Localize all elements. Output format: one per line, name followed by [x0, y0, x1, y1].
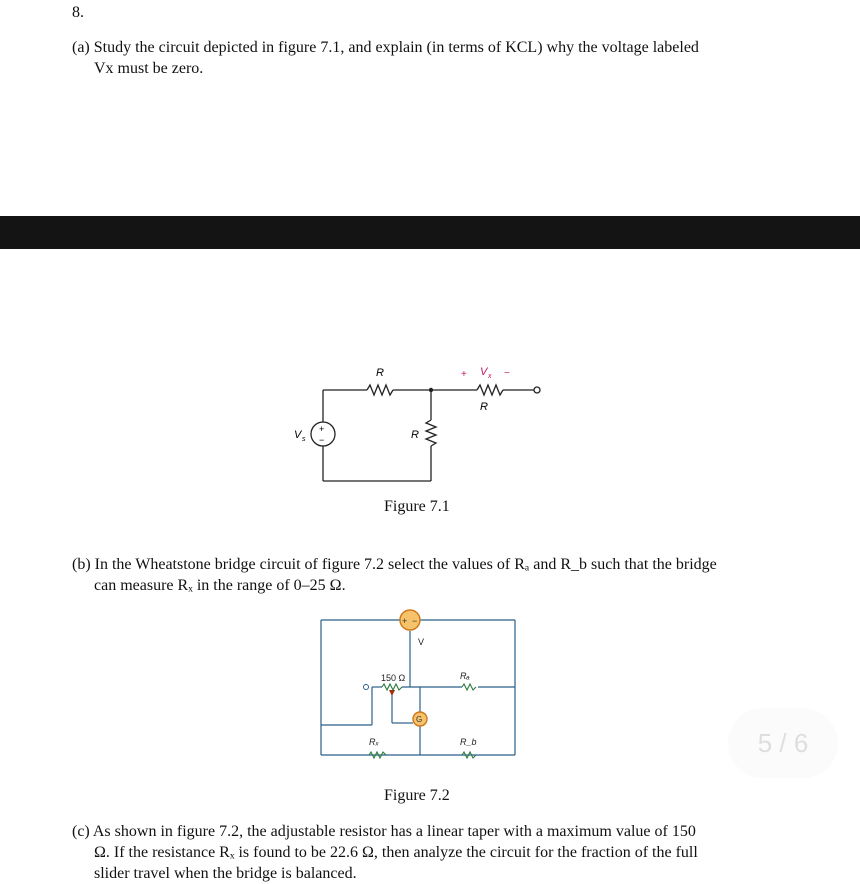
vs-sub-label: s [302, 436, 306, 443]
pot-label: 150 Ω [381, 673, 406, 683]
vx-label: V [480, 366, 488, 378]
part-b-text [72, 554, 792, 596]
part-c-line2: Ω. If the resistance Rₓ is found to be 22.6 Ω, then analyze the circuit for the fraction of the full [94, 844, 698, 861]
part-c-line1: (c) As shown in figure 7.2, the adjustable resistor has a linear taper with a maximum value of 150 [72, 823, 696, 840]
galvanometer-label: G [416, 715, 423, 724]
vx-plus: + [461, 369, 467, 380]
r-mid-label: R [411, 429, 419, 441]
part-b-line2: can measure Rₓ in the range of 0–25 Ω. [94, 577, 346, 594]
source-minus-label: − [412, 616, 418, 626]
part-a-text [72, 37, 792, 79]
vx-minus: − [504, 368, 510, 379]
r-top-label: R [376, 367, 384, 379]
figure-7-2-circuit [310, 605, 530, 770]
r-right-label: R [480, 401, 488, 413]
source-v-label: V [418, 637, 425, 647]
part-a-line2: Vx must be zero. [94, 60, 204, 77]
part-b-line1: (b) In the Wheatstone bridge circuit of figure 7.2 select the values of Rₐ and R_b such that the bridge [72, 556, 717, 573]
figure-7-2-caption: Figure 7.2 [384, 787, 450, 804]
page-indicator: 5 / 6 [728, 708, 838, 778]
wiper-arrow [389, 690, 395, 696]
part-a-line1: (a) Study the circuit depicted in figure 7.1, and explain (in terms of KCL) why the voltage labeled [72, 39, 699, 56]
question-number: 8. [72, 4, 84, 21]
figure-7-1-caption: Figure 7.1 [384, 498, 450, 515]
redaction-bar [0, 216, 860, 249]
junction-node [429, 388, 433, 392]
figure-7-1-circuit [280, 360, 580, 490]
source-minus: − [319, 435, 325, 445]
rb-label: R_b [460, 737, 477, 747]
source-plus: + [319, 424, 325, 434]
part-c-text [72, 821, 792, 884]
vs-label: V [294, 429, 302, 441]
ra-label: Rₐ [460, 671, 470, 681]
part-c-line3: slider travel when the bridge is balanced. [94, 865, 357, 882]
vx-sub-label: x [488, 373, 492, 380]
source-plus-label: + [402, 616, 408, 626]
rx-label: Rₓ [369, 737, 379, 747]
